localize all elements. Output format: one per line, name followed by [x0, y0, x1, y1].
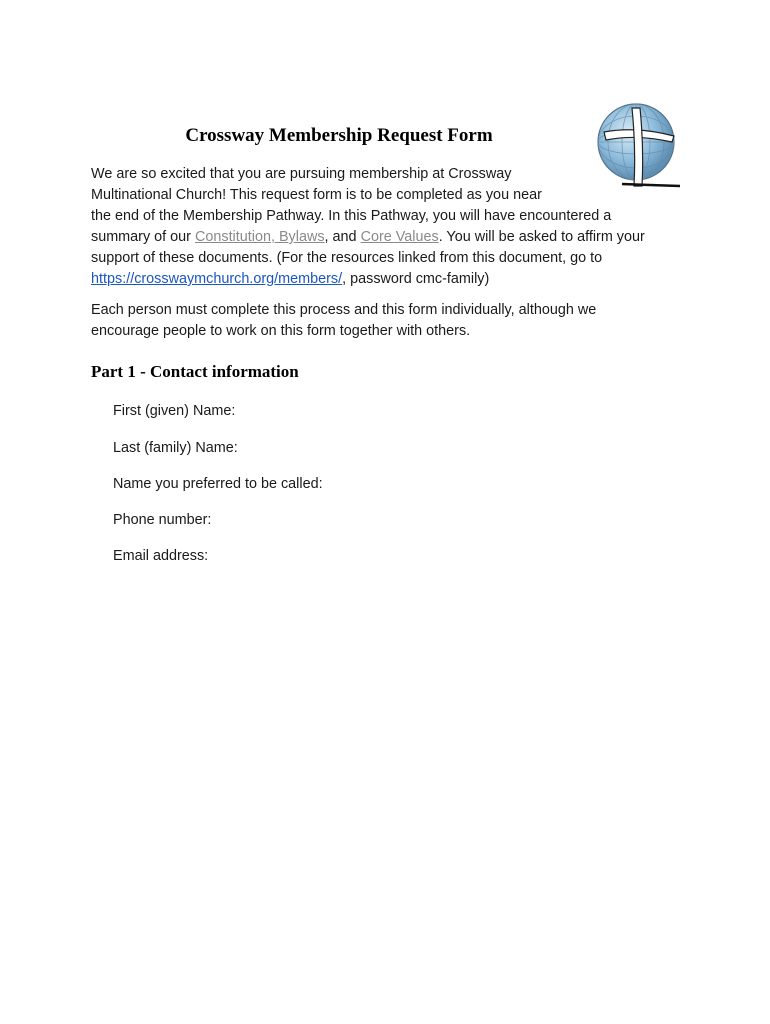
constitution-bylaws-link[interactable]: Constitution, Bylaws [194, 229, 325, 245]
core-values-link[interactable]: Core Values [360, 229, 439, 245]
instructions-paragraph [0, 0, 770, 350]
intro-text: summary of our [91, 229, 195, 245]
last-name-label: Last (family) Name: [113, 440, 238, 456]
part1-heading: Part 1 - Contact information [91, 362, 299, 381]
members-url-link[interactable]: https://crosswaymchurch.org/members/ [91, 271, 343, 287]
instructions-line: Each person must complete this process and this form individually, although we [91, 302, 597, 318]
instructions-line: encourage people to work on this form together with others. [91, 323, 471, 339]
intro-text: . You will be asked to affirm your [438, 229, 645, 245]
preferred-name-label: Name you preferred to be called: [113, 476, 323, 492]
intro-line: support of these documents. (For the resources linked from this document, go to [91, 250, 603, 266]
intro-text: , and [324, 229, 361, 245]
intro-line: the end of the Membership Pathway. In this Pathway, you will have encountered a [91, 208, 612, 224]
email-address-label: Email address: [113, 548, 209, 564]
intro-text: , password cmc-family) [342, 271, 490, 287]
intro-line: We are so excited that you are pursuing membership at Crossway [91, 166, 512, 182]
intro-line: Multinational Church! This request form is to be completed as you near [91, 187, 542, 203]
page-title: Crossway Membership Request Form [185, 125, 493, 146]
phone-number-label: Phone number: [113, 512, 212, 528]
first-name-label: First (given) Name: [113, 403, 236, 419]
